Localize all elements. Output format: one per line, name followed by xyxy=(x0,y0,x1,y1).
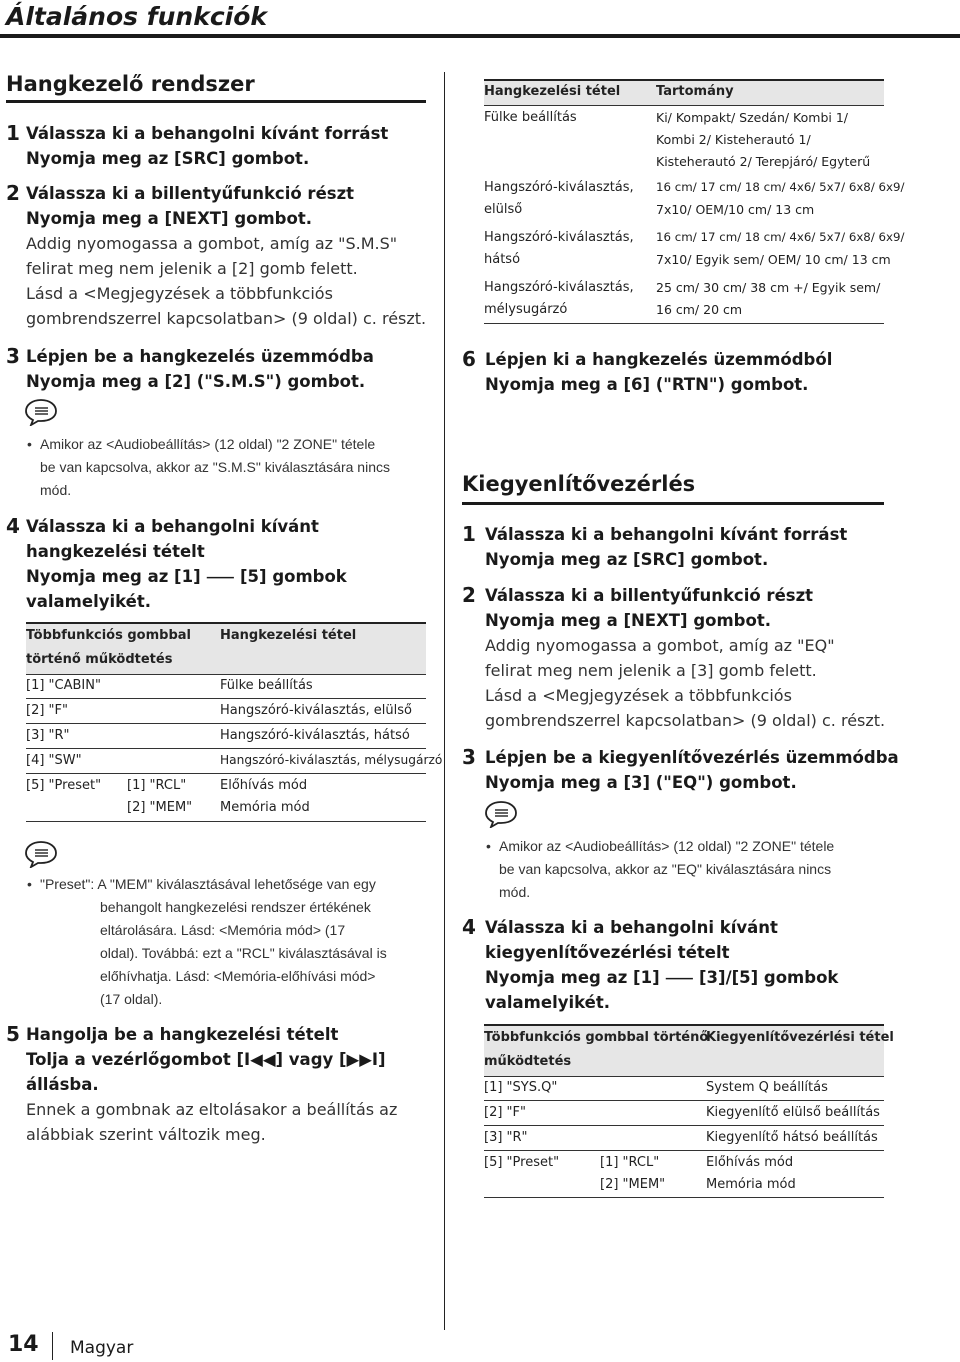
step-number: 1 xyxy=(462,522,476,546)
table-cell: Előhívás mód xyxy=(220,778,308,793)
step-text: gombrendszerrel kapcsolatban> (9 oldal) c. részt. xyxy=(26,309,427,328)
table-cell: elülső xyxy=(484,202,523,217)
step-title: Válassza ki a behangolni kívánt xyxy=(26,517,319,536)
table-header: történő működtetés xyxy=(26,652,173,667)
table-cell: 16 cm/ 17 cm/ 18 cm/ 4x6/ 5x7/ 6x8/ 6x9/ xyxy=(656,230,905,244)
note-text: Amikor az <Audiobeállítás> (12 oldal) "2 ZONE" tétele xyxy=(40,436,376,452)
note-text: előhívhatja. Lásd: <Memória-előhívási mód> xyxy=(100,968,376,984)
table-cell: [1] "SYS.Q" xyxy=(484,1080,558,1095)
step-instruction: Nyomja meg az [SRC] gombot. xyxy=(485,550,769,569)
table-cell: 25 cm/ 30 cm/ 38 cm +/ Egyik sem/ xyxy=(656,280,881,295)
step-instruction: Nyomja meg az [SRC] gombot. xyxy=(26,149,310,168)
table-cell: Hangszóró-kiválasztás, xyxy=(484,280,634,295)
step-instruction: valamelyikét. xyxy=(485,993,611,1012)
step-number: 4 xyxy=(462,915,476,939)
section-title-equalizer: Kiegyenlítővezérlés xyxy=(462,472,696,496)
step-text: Lásd a <Megjegyzések a többfunkciós xyxy=(26,284,333,303)
table-rule xyxy=(484,323,884,324)
column-divider xyxy=(444,72,445,1330)
step-title: Lépjen ki a hangkezelés üzemmódból xyxy=(485,350,833,369)
table-cell: [3] "R" xyxy=(26,728,70,743)
step-instruction: Nyomja meg a [2] ("S.M.S") gombot. xyxy=(26,372,366,391)
note-bullet: • xyxy=(486,838,491,854)
step-text: Addig nyomogassa a gombot, amíg az "EQ" xyxy=(485,636,835,655)
table-cell: [2] "F" xyxy=(26,703,68,718)
table-cell: [1] "RCL" xyxy=(600,1155,660,1170)
table-rule xyxy=(484,1125,884,1126)
note-icon xyxy=(24,840,58,868)
table-cell: 7x10/ Egyik sem/ OEM/ 10 cm/ 13 cm xyxy=(656,252,891,267)
table-header: Hangkezelési tétel xyxy=(484,84,621,99)
step-instruction: Nyomja meg az [1] ⸺ [5] gombok xyxy=(26,567,347,586)
note-text: mód. xyxy=(40,482,72,498)
table-cell: hátsó xyxy=(484,252,521,267)
step-title: kiegyenlítővezérlési tételt xyxy=(485,943,730,962)
table-rule xyxy=(26,748,426,749)
note-icon xyxy=(484,800,518,828)
note-text: (17 oldal). xyxy=(100,991,163,1007)
table-rule xyxy=(484,1100,884,1101)
table-cell: [5] "Preset" xyxy=(484,1155,560,1170)
step-instruction: Nyomja meg a [3] ("EQ") gombot. xyxy=(485,773,797,792)
page-header-title: Általános funkciók xyxy=(6,2,268,31)
step-title: hangkezelési tételt xyxy=(26,542,205,561)
step-instruction: valamelyikét. xyxy=(26,592,152,611)
table-cell: Hangszóró-kiválasztás, xyxy=(484,180,634,195)
table-rule xyxy=(484,1076,884,1077)
step-title: Válassza ki a billentyűfunkció részt xyxy=(485,586,814,605)
table-rule xyxy=(26,698,426,699)
step-text: alábbiak szerint változik meg. xyxy=(26,1125,266,1144)
table-header: Hangkezelési tétel xyxy=(220,628,357,643)
step-number: 3 xyxy=(6,344,20,368)
table-cell: Fülke beállítás xyxy=(484,110,577,125)
note-text: behangolt hangkezelési rendszer értékének xyxy=(100,899,371,915)
note-text: eltárolására. Lásd: <Memória mód> (17 xyxy=(100,922,346,938)
header-rule xyxy=(0,34,960,38)
section-rule xyxy=(462,502,884,505)
table-cell: Hangszóró-kiválasztás, mélysugárzó xyxy=(220,753,443,767)
step-number: 4 xyxy=(6,514,20,538)
note-text: Amikor az <Audiobeállítás> (12 oldal) "2 ZONE" tétele xyxy=(499,838,835,854)
table-rule xyxy=(26,723,426,724)
table-cell: Hangszóró-kiválasztás, xyxy=(484,230,634,245)
table-header: Többfunkciós gombbal xyxy=(26,628,191,643)
table-header: Többfunkciós gombbal történő xyxy=(484,1030,709,1045)
step-number: 3 xyxy=(462,745,476,769)
step-title: Válassza ki a behangolni kívánt forrást xyxy=(485,525,848,544)
table-cell: Előhívás mód xyxy=(706,1155,794,1170)
table-cell: [1] "RCL" xyxy=(127,778,187,793)
step-text: felirat meg nem jelenik a [2] gomb felett. xyxy=(26,259,358,278)
table-cell: Ki/ Kompakt/ Szedán/ Kombi 1/ xyxy=(656,110,849,125)
step-title: Hangolja be a hangkezelési tételt xyxy=(26,1025,339,1044)
table-cell: [5] "Preset" xyxy=(26,778,102,793)
step-title: Lépjen be a hangkezelés üzemmódba xyxy=(26,347,374,366)
table-cell: Memória mód xyxy=(220,800,310,815)
step-number: 1 xyxy=(6,121,20,145)
step-number: 2 xyxy=(6,181,20,205)
note-text: be van kapcsolva, akkor az "EQ" kiválasztására nincs xyxy=(499,861,832,877)
table-cell: 7x10/ OEM/10 cm/ 13 cm xyxy=(656,202,815,217)
table-cell: Kisteherautó 2/ Terepjáró/ Egyterű xyxy=(656,154,871,169)
step-title: Válassza ki a behangolni kívánt xyxy=(485,918,778,937)
table-cell: mélysugárzó xyxy=(484,302,568,317)
step-title: Tolja a vezérlőgombot [I◀◀] vagy [▶▶I] xyxy=(26,1050,386,1069)
note-text: mód. xyxy=(499,884,531,900)
step-instruction: Nyomja meg a [NEXT] gombot. xyxy=(26,209,312,228)
step-instruction: Nyomja meg a [NEXT] gombot. xyxy=(485,611,771,630)
step-text: felirat meg nem jelenik a [3] gomb felett. xyxy=(485,661,817,680)
step-title: állásba. xyxy=(26,1075,99,1094)
table-rule xyxy=(26,773,426,774)
table-cell: Hangszóró-kiválasztás, elülső xyxy=(220,703,412,718)
table-rule xyxy=(484,1150,884,1151)
step-number: 5 xyxy=(6,1022,20,1046)
table-cell: Fülke beállítás xyxy=(220,678,313,693)
table-cell: [2] "F" xyxy=(484,1105,526,1120)
table-cell: System Q beállítás xyxy=(706,1080,828,1095)
step-text: gombrendszerrel kapcsolatban> (9 oldal) c. részt. xyxy=(485,711,886,730)
step-number: 6 xyxy=(462,347,476,371)
table-cell: Hangszóró-kiválasztás, hátsó xyxy=(220,728,410,743)
table-cell: 16 cm/ 17 cm/ 18 cm/ 4x6/ 5x7/ 6x8/ 6x9/ xyxy=(656,180,905,194)
step-text: Ennek a gombnak az eltolásakor a beállítás az xyxy=(26,1100,398,1119)
table-rule xyxy=(484,1197,884,1198)
step-instruction: Nyomja meg a [6] ("RTN") gombot. xyxy=(485,375,809,394)
table-header: Kiegyenlítővezérlési tétel xyxy=(706,1030,894,1045)
table-cell: [2] "MEM" xyxy=(600,1177,666,1192)
page-number: 14 xyxy=(8,1332,39,1357)
step-text: Lásd a <Megjegyzések a többfunkciós xyxy=(485,686,792,705)
note-text: "Preset": A "MEM" kiválasztásával lehetősége van egy xyxy=(40,876,376,892)
table-cell: Kiegyenlítő elülső beállítás xyxy=(706,1105,880,1120)
table-rule xyxy=(26,821,426,822)
step-number: 2 xyxy=(462,583,476,607)
step-text: Addig nyomogassa a gombot, amíg az "S.M.S" xyxy=(26,234,398,253)
table-cell: Kiegyenlítő hátsó beállítás xyxy=(706,1130,878,1145)
section-rule xyxy=(6,100,426,103)
step-title: Lépjen be a kiegyenlítővezérlés üzemmódba xyxy=(485,748,899,767)
table-rule xyxy=(26,674,426,675)
table-header: működtetés xyxy=(484,1054,572,1069)
table-rule xyxy=(484,105,884,106)
table-cell: Memória mód xyxy=(706,1177,796,1192)
step-title: Válassza ki a billentyűfunkció részt xyxy=(26,184,355,203)
section-title-sound-system: Hangkezelő rendszer xyxy=(6,72,255,96)
table-header: Tartomány xyxy=(656,84,734,99)
footer-separator xyxy=(52,1332,53,1360)
table-cell: [3] "R" xyxy=(484,1130,528,1145)
note-icon xyxy=(24,398,58,426)
table-cell: [4] "SW" xyxy=(26,753,82,768)
note-bullet: • xyxy=(27,436,32,452)
note-text: oldal). Továbbá: ezt a "RCL" kiválasztásával is xyxy=(100,945,387,961)
table-cell: Kombi 2/ Kisteherautó 1/ xyxy=(656,132,811,147)
step-instruction: Nyomja meg az [1] ⸺ [3]/[5] gombok xyxy=(485,968,839,987)
table-cell: 16 cm/ 20 cm xyxy=(656,302,743,317)
table-cell: [2] "MEM" xyxy=(127,800,193,815)
footer-language: Magyar xyxy=(70,1338,134,1358)
step-title: Válassza ki a behangolni kívánt forrást xyxy=(26,124,389,143)
note-text: be van kapcsolva, akkor az "S.M.S" kiválasztására nincs xyxy=(40,459,390,475)
table-cell: [1] "CABIN" xyxy=(26,678,101,693)
note-bullet: • xyxy=(27,876,32,892)
